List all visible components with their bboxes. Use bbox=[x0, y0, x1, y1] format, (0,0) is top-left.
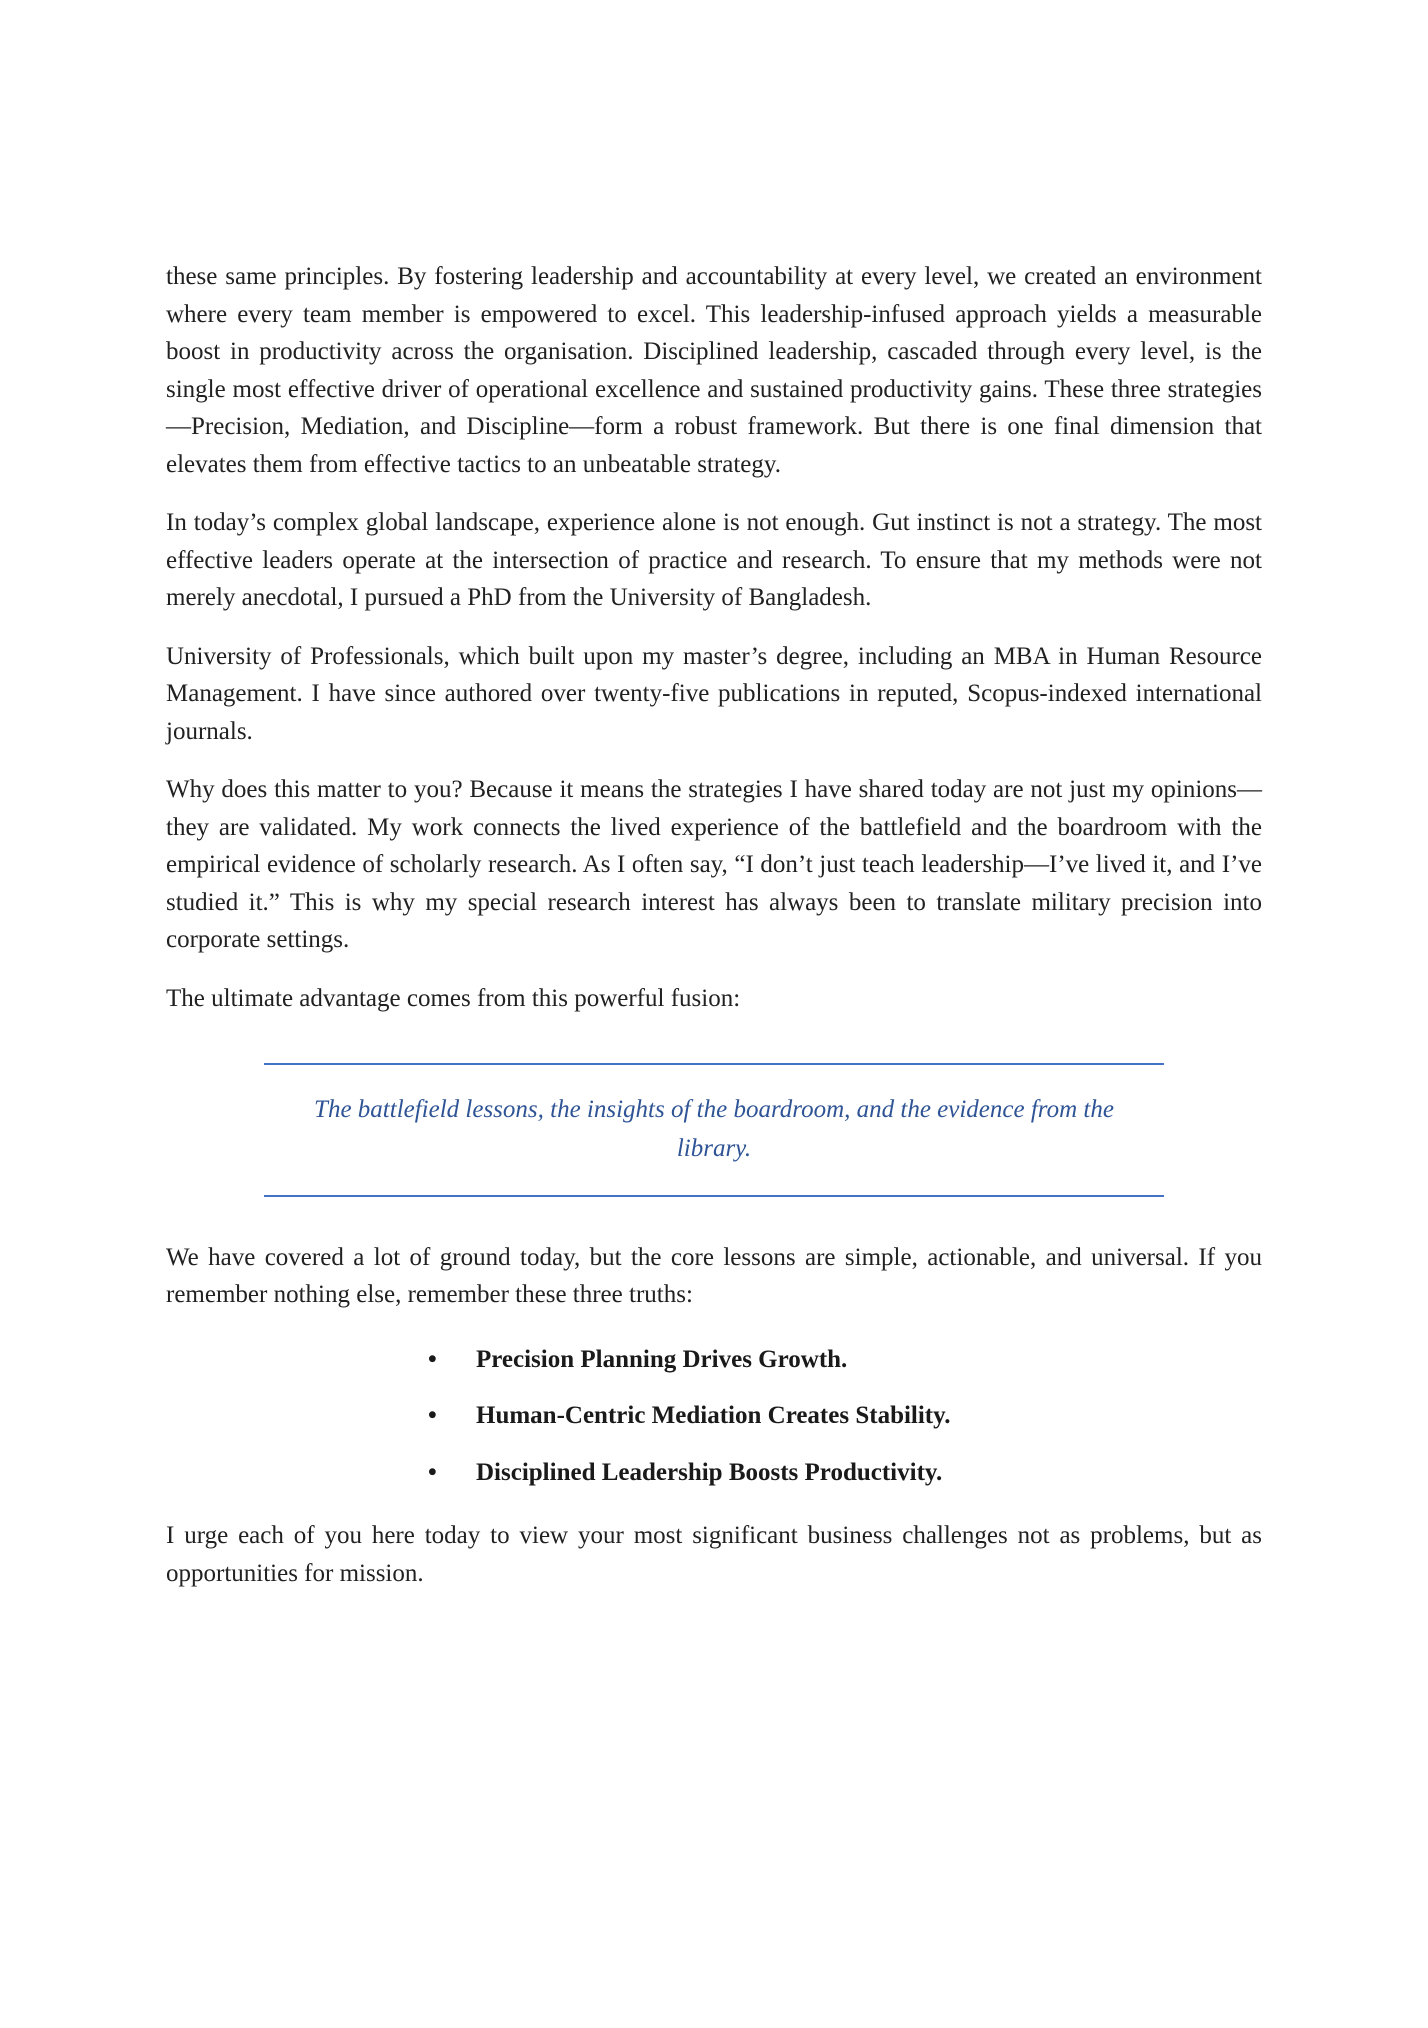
paragraph-why-it-matters: Why does this matter to you? Because it means the strategies I have shared today are not just my opinions—they are validated. My work connects the lived experience of the battlefield and the boardroom with the empirical evidence of scholarly research. As I often say, “I don’t just teach leadership—I’ve lived it, and I’ve studied it.” This is why my special research interest has always been to translate military precision into corporate settings. bbox=[166, 776, 1262, 953]
paragraph-core-lessons: We have covered a lot of ground today, but the core lessons are simple, actionable, and universal. If you remember nothing else, remember these three truths: bbox=[166, 1243, 1262, 1308]
paragraph-closing-urge: I urge each of you here today to view your most significant business challenges not as problems, but as opportunities for mission. bbox=[166, 1522, 1262, 1587]
paragraph-fusion-lead-in: The ultimate advantage comes from this powerful fusion: bbox=[166, 984, 741, 1012]
three-truths-list bbox=[166, 1344, 1262, 1490]
truth-item-precision: • Precision Planning Drives Growth. bbox=[428, 1344, 1262, 1377]
truth-item-mediation: • Human-Centric Mediation Creates Stability. bbox=[428, 1400, 1262, 1433]
pull-quote-block bbox=[264, 1063, 1164, 1197]
truth-item-discipline: • Disciplined Leadership Boosts Productivity. bbox=[428, 1457, 1262, 1490]
quote-top-rule bbox=[264, 1063, 1164, 1065]
pull-quote-text: The battlefield lessons, the insights of the boardroom, and the evidence from the library. bbox=[314, 1096, 1114, 1162]
paragraph-university-credentials: University of Professionals, which built upon my master’s degree, including an MBA in Human Resource Management. I have since authored over twenty-five publications in reputed, Scopus-indexed international journals. bbox=[166, 642, 1262, 745]
paragraph-global-landscape: In today’s complex global landscape, experience alone is not enough. Gut instinct is not a strategy. The most effective leaders operate at the intersection of practice and research. To ensure that my methods were not merely anecdotal, I pursued a PhD from the University of Bangladesh. bbox=[166, 509, 1262, 611]
quote-bottom-rule bbox=[264, 1195, 1164, 1197]
paragraph-leadership-principles: these same principles. By fostering leadership and accountability at every level, we created an environment where every team member is empowered to excel. This leadership-infused approach yields a measurable boost in productivity across the organisation. Disciplined leadership, cascaded through every level, is the single most effective driver of operational excellence and sustained productivity gains. These three strategies—Precision, Mediation, and Discipline—form a robust framework. But there is one final dimension that elevates them from effective tactics to an unbeatable strategy. bbox=[166, 263, 1262, 478]
